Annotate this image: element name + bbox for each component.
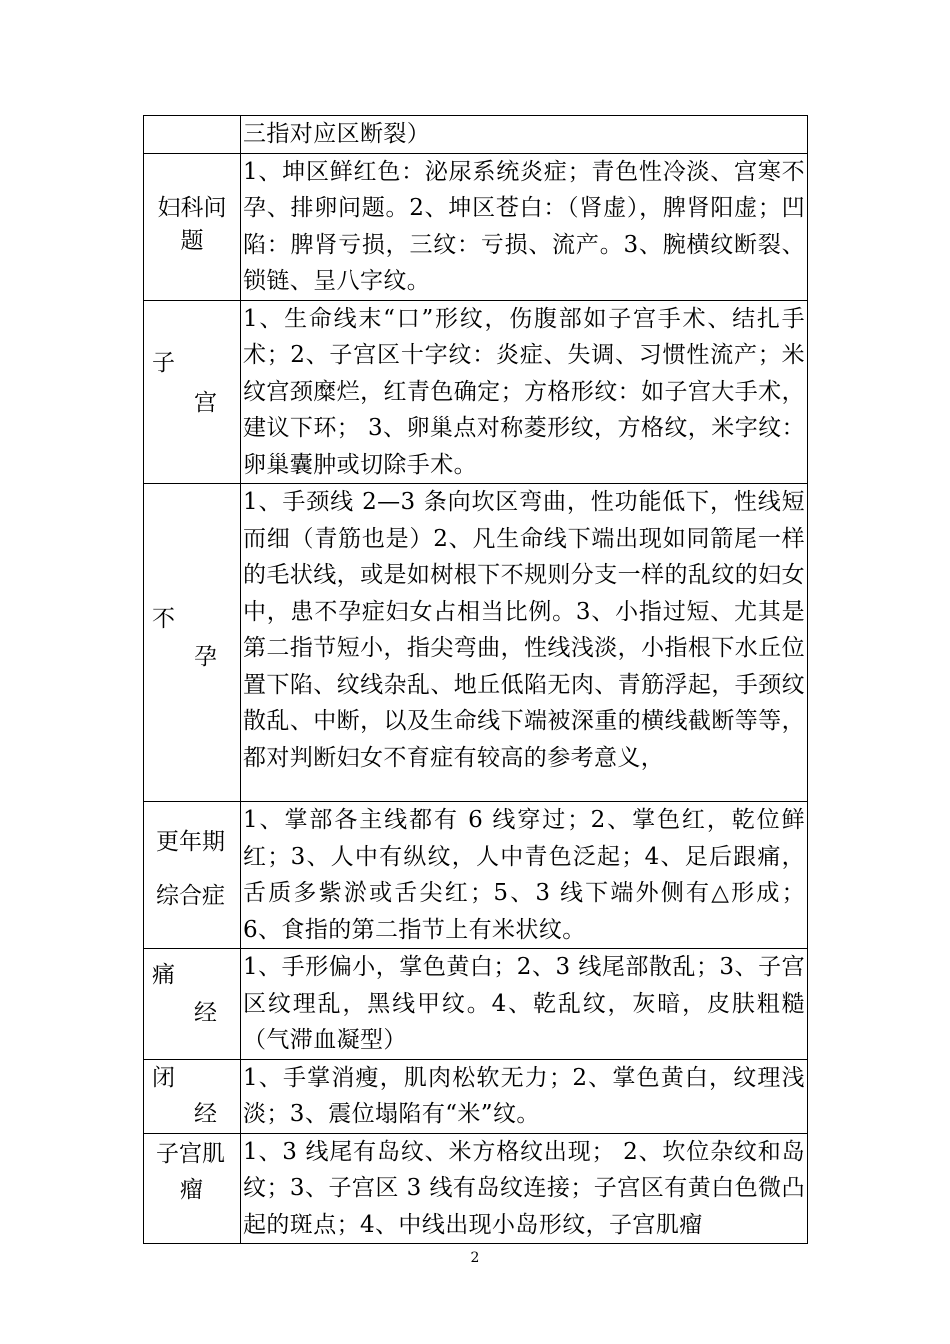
table-row xyxy=(144,1059,808,1133)
table-row xyxy=(144,116,808,154)
row-label-cell xyxy=(144,300,241,484)
row-label: 妇科问题 xyxy=(157,194,227,254)
table-row xyxy=(144,1133,808,1244)
row-label-cell xyxy=(144,949,241,1060)
row-label-part: 不 xyxy=(152,606,175,632)
content-table xyxy=(143,115,808,1244)
page-number: 2 xyxy=(470,1250,480,1266)
row-label-cell xyxy=(144,153,241,300)
row-label-part: 综合症 xyxy=(156,883,225,909)
row-label-part: 子 xyxy=(152,349,175,376)
row-label-part: 宫 xyxy=(194,389,217,416)
row-label-part: 经 xyxy=(194,1000,217,1026)
row-label-cell xyxy=(144,802,241,949)
row-label-cell xyxy=(144,116,241,154)
row-label-cell xyxy=(144,1059,241,1133)
row-content: 1、坤区鲜红色：泌尿系统炎症；青色性冷淡、宫寒不孕、排卵问题。2、坤区苍白：（肾虚），脾肾阳虚；凹陷：脾肾亏损，三纹：亏损、流产。3、腕横纹断裂、锁链、呈八字纹。 xyxy=(241,153,808,300)
row-content: 1、3 线尾有岛纹、米方格纹出现； 2、坎位杂纹和岛纹；3、子宫区 3 线有岛纹连接；子宫区有黄白色微凸起的斑点；4、中线出现小岛形纹，子宫肌瘤 xyxy=(241,1133,808,1244)
row-label-cell xyxy=(144,1133,241,1244)
row-content: 1、手掌消瘦，肌肉松软无力；2、掌色黄白，纹理浅淡；3、震位塌陷有“米”纹。 xyxy=(241,1059,808,1133)
row-label-part: 更年期 xyxy=(156,829,225,855)
row-label-part: 孕 xyxy=(194,644,217,670)
row-label-part: 瘤 xyxy=(180,1176,203,1203)
row-label-part: 子宫肌 xyxy=(156,1140,225,1167)
row-content: 三指对应区断裂） xyxy=(241,116,808,154)
row-content: 1、掌部各主线都有 6 线穿过；2、掌色红，乾位鲜红；3、人中有纵纹，人中青色泛起；4、足后跟痛，舌质多紫淤或舌尖红；5、3 线下端外侧有△形成；6、食指的第二指节上有米状纹。 xyxy=(241,802,808,949)
row-content: 1、手形偏小，掌色黄白；2、3 线尾部散乱；3、子宫区纹理乱，黑线甲纹。4、乾乱纹，灰暗，皮肤粗糙（气滞血凝型） xyxy=(241,949,808,1060)
row-label-part: 经 xyxy=(194,1100,217,1127)
row-label-cell xyxy=(144,484,241,802)
row-content: 1、手颈线 2—3 条向坎区弯曲，性功能低下，性线短而细（青筋也是）2、凡生命线下端出现如同箭尾一样的毛状线，或是如树根下不规则分支一样的乱纹的妇女中，患不孕症妇女占相当比例。3、小指过短、尤其是第二指节短小，指尖弯曲，性线浅淡，小指根下水丘位置下陷、纹线杂乱、地丘低陷无肉、青筋浮起，手颈纹散乱、中断，以及生命线下端被深重的横线截断等等，都对判断妇女不育症有较高的参考意义， xyxy=(241,484,808,802)
table-row xyxy=(144,802,808,949)
table-row xyxy=(144,300,808,484)
table-row xyxy=(144,153,808,300)
row-content: 1、生命线末“口”形纹，伤腹部如子宫手术、结扎手术；2、子宫区十字纹：炎症、失调、习惯性流产；米纹宫颈糜烂，红青色确定；方格形纹：如子宫大手术，建议下环； 3、卵巢点对称菱形纹，方格纹，米字纹：卵巢囊肿或切除手术。 xyxy=(241,300,808,484)
table-row xyxy=(144,949,808,1060)
table-row xyxy=(144,484,808,802)
row-label-part: 痛 xyxy=(152,962,175,988)
row-label-part: 闭 xyxy=(152,1064,175,1091)
